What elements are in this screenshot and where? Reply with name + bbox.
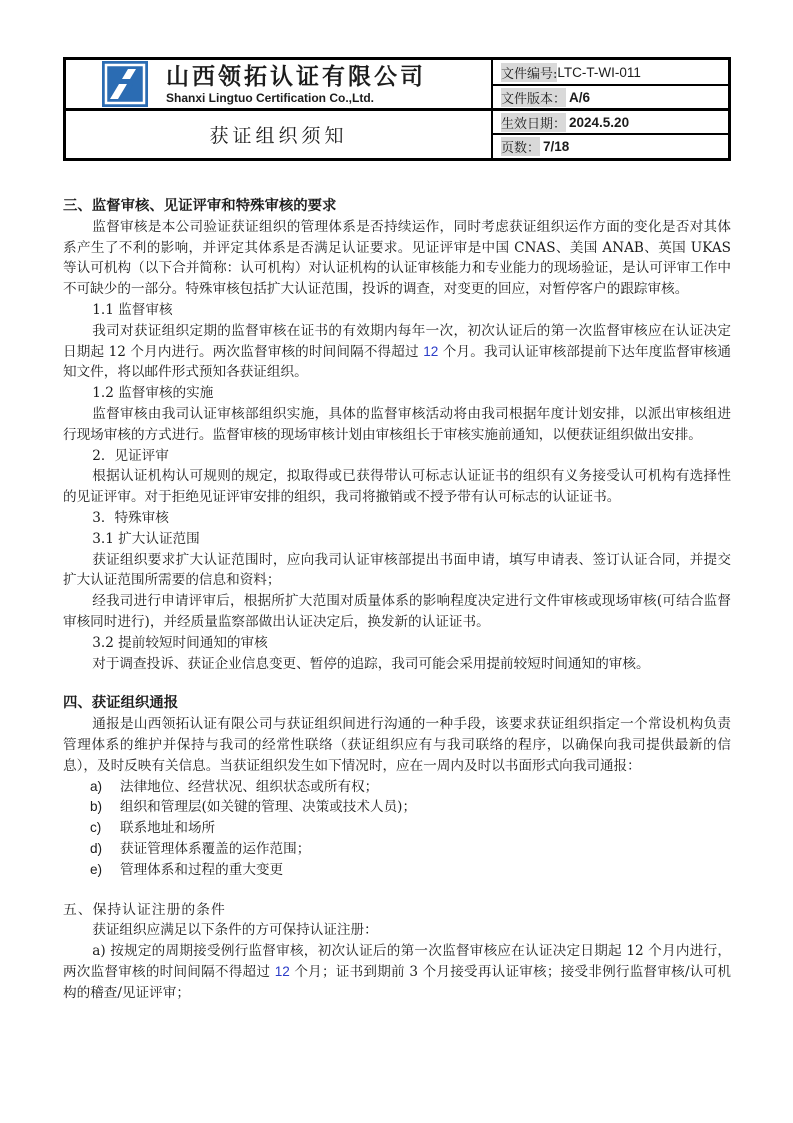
text-run: 三、监督审核、见证评审和特殊审核的要求 [63, 198, 337, 214]
text-run: 1.1 监督审核 [92, 301, 173, 318]
text-run: 获证组织要求扩大认证范围时，应向我司认证审核部提出书面申请，填写申请表、签订认证合同，并提交扩大认证范围所需要的信息和资料； [63, 551, 731, 589]
list-text: 联系地址和场所 [120, 820, 216, 837]
list-item [63, 777, 731, 798]
paragraph [63, 941, 731, 1003]
text-run: 1.2 监督审核的实施 [92, 385, 214, 402]
list-item [63, 860, 731, 881]
company-cell [66, 60, 493, 111]
spacer [63, 674, 731, 693]
paragraph [63, 714, 731, 776]
text-run: 2．见证评审 [92, 447, 169, 464]
text-run: 五、保持认证注册的条件 [63, 901, 226, 918]
text-run: 经我司进行申请评审后，根据所扩大范围对质量体系的影响程度决定进行文件审核或现场审核(可结合监督审核同时进行)，并经质量监察部做出认证决定后，换发新的认证证书。 [63, 593, 731, 630]
spacer [63, 881, 731, 900]
text-run: 3.2 提前较短时间通知的审核 [92, 634, 268, 651]
field-label: 文件版本： [501, 88, 566, 107]
section-heading [63, 900, 731, 921]
header-table [63, 57, 731, 161]
field-value: 7/18 [543, 139, 570, 154]
paragraph [63, 550, 731, 592]
list-marker: d) [90, 840, 103, 856]
list-item [63, 818, 731, 839]
list-text: 获证管理体系覆盖的运作范围； [120, 840, 311, 857]
subsection-heading [63, 446, 731, 467]
text-run: 监督审核是本公司验证获证组织的管理体系是否持续运作，同时考虑获证组织运作方面的变化是否对其体系产生了不利的影响，并评定其体系是否满足认证要求。见证评审是中国 CNAS、美国 ANAB、英国 UKAS 等认可机构（以下合并简称：认可机构）对认证机构的认证审核能力和专业能力的现场验证，是认可评审工作中不可缺少的一部分。特殊审核包括扩大认证范围，投诉的调查，对变更的回应，对暂停客户的跟踪审核。 [63, 218, 731, 298]
subsection-heading [63, 508, 731, 529]
paragraph [63, 217, 731, 300]
list-text: 法律地位、经营状况、组织状态或所有权； [120, 778, 379, 795]
list-marker: e) [90, 861, 103, 877]
field-value: 2024.5.20 [569, 114, 630, 130]
text-run: 3．特殊审核 [92, 509, 169, 526]
paragraph [63, 591, 731, 633]
text-run: a) 按规定的周期接受例行监督审核，初次认证后的第一次监督审核应在认证决定日期起 12 个月内进行，两次监督审核的时间间隔不得超过 [63, 943, 731, 980]
list-item [63, 839, 731, 860]
list-text: 组织和管理层(如关键的管理、决策或技术人员)； [120, 799, 417, 816]
paragraph [63, 321, 731, 383]
field-doc-version [493, 86, 728, 111]
paragraph [63, 654, 731, 675]
document-title: 获证组织须知 [66, 111, 493, 158]
subsection-heading [63, 383, 731, 404]
section-heading [63, 693, 731, 714]
field-label: 页数： [501, 137, 540, 156]
subsection-heading [63, 300, 731, 321]
list-marker: b) [90, 799, 103, 815]
field-label: 文件编号: [501, 63, 557, 82]
section-heading [63, 196, 731, 217]
list-marker: c) [90, 820, 102, 836]
text-run: 个月；证书到期前 3 个月接受再认证审核；接受非例行监督审核/认可机构的稽查/见证评审； [63, 963, 731, 1001]
paragraph [63, 920, 731, 941]
field-label: 生效日期： [501, 113, 566, 132]
accent-text: 12 [274, 963, 290, 979]
field-value: LTC-T-WI-011 [557, 64, 641, 80]
text-run: 3.1 扩大认证范围 [92, 530, 200, 547]
list-text: 管理体系和过程的重大变更 [120, 861, 284, 878]
text-run: 我司对获证组织定期的监督审核在证书的有效期内每年一次，初次认证后的第一次监督审核应在认证决定日期起 12 个月内进行。两次监督审核的时间间隔不得超过 [63, 322, 731, 360]
text-run: 个月。我司认证审核部提前下达年度监督审核通知文件，将以邮件形式预知各获证组织。 [63, 343, 731, 381]
company-names [166, 64, 426, 105]
text-run: 通报是山西领拓认证有限公司与获证组织间进行沟通的一种手段，该要求获证组织指定一个常设机构负责管理体系的维护并保持与我司的经常性联络（获证组织应有与我司联络的程序，以确保向我司提供最新的信息），及时反映有关信息。当获证组织发生如下情况时，应在一周内及时以书面形式向我司通报： [63, 716, 731, 774]
text-run: 对于调查投诉、获证企业信息变更、暂停的追踪，我司可能会采用提前较短时间通知的审核。 [92, 655, 650, 672]
list-marker: a) [90, 778, 103, 794]
list-item [63, 797, 731, 818]
field-value: A/6 [569, 89, 591, 105]
field-file-number [493, 60, 728, 86]
text-run: 根据认证机构认可规则的规定，拟取得或已获得带认可标志认证证书的组织有义务接受认可机构有选择性的见证评审。对于拒绝见证评审安排的组织，我司将撤销或不授予带有认可标志的认证证书。 [63, 468, 731, 506]
text-run: 监督审核由我司认证审核部组织实施，具体的监督审核活动将由我司根据年度计划安排，以派出审核组进行现场审核的方式进行。监督审核的现场审核计划由审核组长于审核实施前通知，以便获证组织做出安排。 [63, 405, 731, 443]
field-page-number [493, 135, 728, 158]
subsection-heading [63, 529, 731, 550]
document-body [63, 196, 731, 1003]
text-run: 四、获证组织通报 [63, 695, 179, 712]
text-run: 获证组织应满足以下条件的方可保持认证注册： [92, 922, 378, 939]
company-name-zh: 山西领拓认证有限公司 [166, 62, 426, 90]
paragraph [63, 466, 731, 508]
accent-text: 12 [423, 343, 439, 359]
company-logo-icon [102, 61, 148, 107]
paragraph [63, 404, 731, 446]
subsection-heading [63, 633, 731, 654]
company-name-en: Shanxi Lingtuo Certification Co.,Ltd. [166, 90, 374, 105]
field-effective-date [493, 111, 728, 135]
